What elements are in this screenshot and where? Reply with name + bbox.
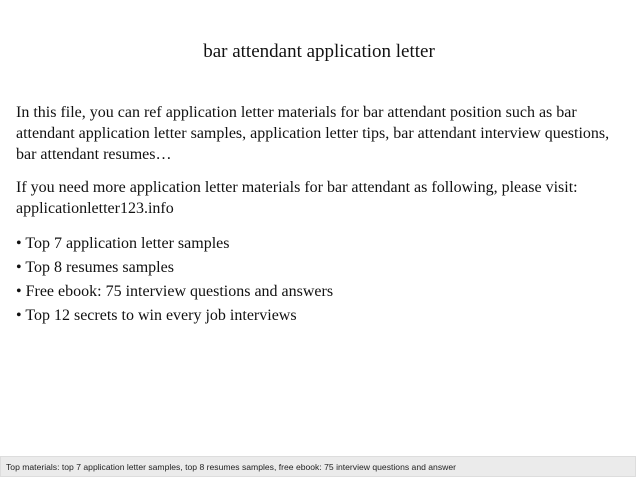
intro-paragraph: In this file, you can ref application letter materials for bar attendant position such as bar attendant application letter samples, application letter tips, bar attendant interview questions, bar attendant resumes… <box>16 104 610 163</box>
slide-title: bar attendant application letter <box>203 41 435 62</box>
footer-bar: Top materials: top 7 application letter samples, top 8 resumes samples, free ebook: 75 interview questions and answer <box>0 456 636 477</box>
slide-content <box>16 102 626 328</box>
bullet-item: • Free ebook: 75 interview questions and answers <box>16 283 334 300</box>
more-info-paragraph: If you need more application letter materials for bar attendant as following, please visit: applicationletter123.info <box>16 179 578 217</box>
bullet-item: • Top 12 secrets to win every job interviews <box>16 307 297 324</box>
bullet-item: • Top 7 application letter samples <box>16 235 230 252</box>
bullet-item: • Top 8 resumes samples <box>16 259 174 276</box>
bullet-list <box>16 232 626 328</box>
